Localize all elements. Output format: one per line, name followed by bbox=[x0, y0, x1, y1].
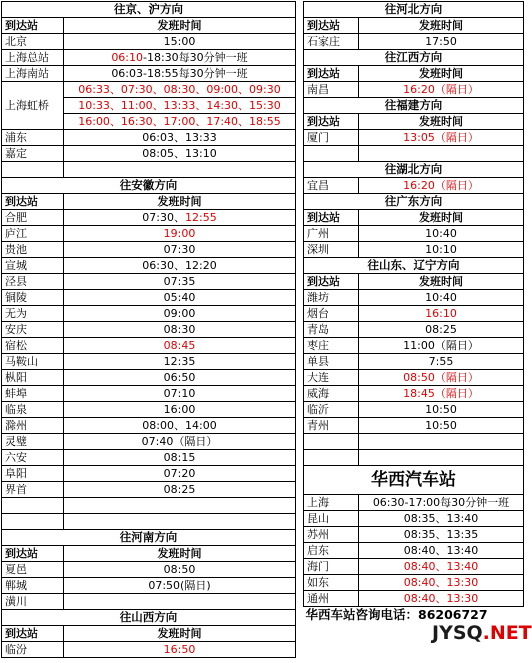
header-station: 到达站 bbox=[2, 18, 64, 34]
table-row bbox=[304, 543, 524, 559]
station-name: 宜昌 bbox=[304, 178, 359, 194]
station-name: 临沂 bbox=[304, 402, 359, 418]
station-name: 六安 bbox=[2, 450, 64, 466]
section-row bbox=[304, 194, 524, 210]
table-row bbox=[304, 178, 524, 194]
station-name: 临泉 bbox=[2, 402, 64, 418]
left-timetable bbox=[1, 1, 296, 658]
time-segment: 10:50 bbox=[425, 403, 457, 416]
station-name: 泾县 bbox=[2, 274, 64, 290]
departure-times bbox=[64, 210, 296, 226]
table-row bbox=[2, 242, 296, 258]
header-station: 到达站 bbox=[2, 546, 64, 562]
table-row bbox=[2, 130, 296, 146]
time-segment: 10:40 bbox=[425, 291, 457, 304]
time-segment: 10:10 bbox=[425, 243, 457, 256]
table-row bbox=[304, 130, 524, 146]
header-time: 发班时间 bbox=[359, 66, 524, 82]
departure-times bbox=[64, 322, 296, 338]
header-row bbox=[2, 626, 296, 642]
blank-cell bbox=[359, 434, 524, 450]
departure-times bbox=[64, 418, 296, 434]
right-timetable bbox=[303, 1, 524, 622]
table-row bbox=[304, 527, 524, 543]
time-segment: 13:05（隔日） bbox=[403, 131, 479, 144]
time-segment: 18:45（隔日） bbox=[403, 387, 479, 400]
departure-times: 16:00、16:30、17:00、17:40、18:55 bbox=[64, 114, 296, 130]
departure-times bbox=[64, 594, 296, 610]
blank-row bbox=[304, 146, 524, 162]
header-row bbox=[304, 274, 524, 290]
departure-times bbox=[359, 130, 524, 146]
table-row bbox=[2, 594, 296, 610]
table-row bbox=[2, 434, 296, 450]
departure-times bbox=[64, 578, 296, 594]
station-name: 烟台 bbox=[304, 306, 359, 322]
header-row bbox=[304, 210, 524, 226]
station-name: 上海南站 bbox=[2, 66, 64, 82]
departure-times bbox=[359, 591, 524, 607]
time-segment: 16:00 bbox=[163, 403, 196, 416]
phone-row bbox=[304, 607, 524, 623]
table-row bbox=[304, 559, 524, 575]
departure-times bbox=[64, 450, 296, 466]
table-row bbox=[304, 495, 524, 511]
blank-cell bbox=[304, 434, 359, 450]
huaxi-title-row bbox=[304, 466, 524, 495]
departure-times bbox=[64, 338, 296, 354]
table-row bbox=[2, 82, 296, 98]
time-segment: 07:35 bbox=[163, 275, 196, 288]
departure-times bbox=[64, 290, 296, 306]
station-name: 如东 bbox=[304, 575, 359, 591]
time-segment: 08:35、13:40 bbox=[403, 512, 479, 525]
time-segment: 07:10 bbox=[163, 387, 196, 400]
time-segment: 08:25 bbox=[425, 323, 457, 336]
departure-times: 06:33、07:30、08:30、09:00、09:30 bbox=[64, 82, 296, 98]
time-segment: 16:20（隔日） bbox=[403, 83, 479, 96]
time-segment: 08:40、13:40 bbox=[403, 560, 479, 573]
header-station: 到达站 bbox=[2, 194, 64, 210]
table-row bbox=[304, 322, 524, 338]
departure-times bbox=[359, 322, 524, 338]
station-name: 大连 bbox=[304, 370, 359, 386]
station-name: 青州 bbox=[304, 418, 359, 434]
departure-times bbox=[359, 386, 524, 402]
section-row bbox=[304, 162, 524, 178]
table-row bbox=[2, 578, 296, 594]
time-segment: 07:30 bbox=[163, 243, 196, 256]
table-row bbox=[2, 562, 296, 578]
header-station: 到达站 bbox=[304, 66, 359, 82]
departure-times bbox=[64, 66, 296, 82]
time-segment: 06:30、12:20 bbox=[142, 259, 217, 272]
table-row bbox=[2, 354, 296, 370]
time-segment: 06:50 bbox=[163, 371, 196, 384]
departure-times bbox=[359, 543, 524, 559]
departure-times bbox=[64, 386, 296, 402]
table-row bbox=[2, 306, 296, 322]
time-segment: 10:50 bbox=[425, 419, 457, 432]
station-name: 苏州 bbox=[304, 527, 359, 543]
header-time: 发班时间 bbox=[359, 18, 524, 34]
departure-times bbox=[359, 242, 524, 258]
station-name: 石家庄 bbox=[304, 34, 359, 50]
time-segment: 06:03、13:33 bbox=[142, 131, 217, 144]
departure-times bbox=[359, 290, 524, 306]
departure-times bbox=[64, 130, 296, 146]
station-name: 北京 bbox=[2, 34, 64, 50]
section-title: 往安徽方向 bbox=[2, 178, 296, 194]
station-name: 单县 bbox=[304, 354, 359, 370]
table-row bbox=[2, 642, 296, 658]
station-name: 深圳 bbox=[304, 242, 359, 258]
time-segment: 7:55 bbox=[428, 355, 454, 368]
time-segment: -18:30每30分钟一班 bbox=[143, 51, 248, 64]
header-row bbox=[2, 194, 296, 210]
station-name: 厦门 bbox=[304, 130, 359, 146]
table-row bbox=[304, 418, 524, 434]
time-segment: 08:30 bbox=[163, 323, 196, 336]
time-segment: 07:50(隔日) bbox=[148, 579, 211, 592]
station-name: 广州 bbox=[304, 226, 359, 242]
time-segment: 08:00、14:00 bbox=[142, 419, 217, 432]
section-row bbox=[304, 2, 524, 18]
station-name: 宿松 bbox=[2, 338, 64, 354]
table-row bbox=[304, 290, 524, 306]
section-row bbox=[304, 50, 524, 66]
departure-times bbox=[64, 562, 296, 578]
departure-times bbox=[64, 354, 296, 370]
time-segment: 10:40 bbox=[425, 227, 457, 240]
departure-times bbox=[64, 466, 296, 482]
time-segment: 07:20 bbox=[163, 467, 196, 480]
blank-row bbox=[304, 450, 524, 466]
header-row bbox=[304, 66, 524, 82]
departure-times bbox=[64, 434, 296, 450]
departure-times bbox=[359, 82, 524, 98]
station-name: 威海 bbox=[304, 386, 359, 402]
time-segment: 08:40、13:30 bbox=[403, 592, 479, 605]
station-name: 潍坊 bbox=[304, 290, 359, 306]
header-time: 发班时间 bbox=[64, 194, 296, 210]
table-row bbox=[2, 466, 296, 482]
time-segment: 16:10 bbox=[425, 307, 457, 320]
station-name: 合肥 bbox=[2, 210, 64, 226]
departure-times bbox=[359, 178, 524, 194]
watermark-suffix: NET bbox=[489, 622, 532, 644]
header-time: 发班时间 bbox=[64, 546, 296, 562]
header-row bbox=[304, 18, 524, 34]
time-segment: 16:20（隔日） bbox=[403, 179, 479, 192]
station-name: 上海 bbox=[304, 495, 359, 511]
time-segment: 08:40、13:30 bbox=[403, 576, 479, 589]
time-segment: 12:35 bbox=[163, 355, 196, 368]
station-name: 阜阳 bbox=[2, 466, 64, 482]
station-name: 海门 bbox=[304, 559, 359, 575]
station-name: 浦东 bbox=[2, 130, 64, 146]
table-row bbox=[304, 242, 524, 258]
station-name: 庐江 bbox=[2, 226, 64, 242]
table-row bbox=[2, 482, 296, 498]
table-row bbox=[304, 370, 524, 386]
table-row bbox=[2, 450, 296, 466]
station-name: 上海虹桥 bbox=[2, 82, 64, 130]
section-title: 往山东、辽宁方向 bbox=[304, 258, 524, 274]
section-row bbox=[2, 530, 296, 546]
station-name: 潢川 bbox=[2, 594, 64, 610]
time-segment: 09:00 bbox=[163, 307, 196, 320]
site-watermark-logo bbox=[432, 622, 532, 658]
time-segment: 05:40 bbox=[163, 291, 196, 304]
station-name: 滁州 bbox=[2, 418, 64, 434]
station-name: 南昌 bbox=[304, 82, 359, 98]
section-title: 往河南方向 bbox=[2, 530, 296, 546]
section-row bbox=[304, 258, 524, 274]
blank-row bbox=[2, 514, 296, 530]
header-station: 到达站 bbox=[2, 626, 64, 642]
section-title: 往湖北方向 bbox=[304, 162, 524, 178]
header-station: 到达站 bbox=[304, 114, 359, 130]
header-row bbox=[2, 18, 296, 34]
time-segment: 07:40（隔日） bbox=[141, 435, 218, 448]
table-row bbox=[2, 274, 296, 290]
watermark-dot: . bbox=[482, 622, 490, 644]
blank-row bbox=[304, 434, 524, 450]
departure-times bbox=[64, 50, 296, 66]
blank-cell bbox=[2, 162, 64, 178]
section-title: 往京、沪方向 bbox=[2, 2, 296, 18]
station-name: 通州 bbox=[304, 591, 359, 607]
departure-times bbox=[64, 242, 296, 258]
departure-times bbox=[64, 370, 296, 386]
blank-cell bbox=[304, 146, 359, 162]
table-row bbox=[304, 82, 524, 98]
departure-times bbox=[359, 338, 524, 354]
table-row bbox=[2, 226, 296, 242]
section-title: 往山西方向 bbox=[2, 610, 296, 626]
blank-cell bbox=[64, 498, 296, 514]
station-name: 宣城 bbox=[2, 258, 64, 274]
time-segment: 08:45 bbox=[163, 339, 196, 352]
station-name: 界首 bbox=[2, 482, 64, 498]
section-title: 往河北方向 bbox=[304, 2, 524, 18]
departure-times bbox=[64, 642, 296, 658]
time-segment: 08:40、13:40 bbox=[403, 544, 479, 557]
header-station: 到达站 bbox=[304, 18, 359, 34]
table-row bbox=[2, 418, 296, 434]
time-segment: 08:50 bbox=[163, 563, 196, 576]
station-name: 安庆 bbox=[2, 322, 64, 338]
blank-cell bbox=[64, 514, 296, 530]
table-row bbox=[2, 146, 296, 162]
table-row bbox=[304, 226, 524, 242]
table-row bbox=[304, 575, 524, 591]
huaxi-station-title: 华西汽车站 bbox=[304, 466, 524, 495]
departure-times bbox=[359, 306, 524, 322]
table-row bbox=[304, 306, 524, 322]
departure-times bbox=[359, 511, 524, 527]
time-segment: 19:00 bbox=[163, 227, 196, 240]
departure-times bbox=[64, 226, 296, 242]
table-row bbox=[2, 290, 296, 306]
station-name: 启东 bbox=[304, 543, 359, 559]
table-row bbox=[304, 338, 524, 354]
table-row bbox=[2, 34, 296, 50]
blank-cell bbox=[359, 146, 524, 162]
table-row bbox=[304, 402, 524, 418]
blank-cell bbox=[2, 514, 64, 530]
station-name: 临汾 bbox=[2, 642, 64, 658]
table-row bbox=[304, 511, 524, 527]
time-segment: 08:50（隔日） bbox=[403, 371, 479, 384]
time-segment: 17:50 bbox=[425, 35, 457, 48]
station-name: 贵池 bbox=[2, 242, 64, 258]
station-name: 嘉定 bbox=[2, 146, 64, 162]
station-name: 郸城 bbox=[2, 578, 64, 594]
table-row bbox=[2, 370, 296, 386]
table-row bbox=[2, 210, 296, 226]
time-segment: 06:30-17:00每30分钟一班 bbox=[372, 496, 510, 509]
table-row bbox=[2, 258, 296, 274]
section-row bbox=[304, 98, 524, 114]
departure-times bbox=[359, 354, 524, 370]
section-title: 往福建方向 bbox=[304, 98, 524, 114]
time-segment: 12:55 bbox=[185, 211, 217, 224]
station-name: 蚌埠 bbox=[2, 386, 64, 402]
section-title: 往江西方向 bbox=[304, 50, 524, 66]
table-row bbox=[304, 591, 524, 607]
table-row bbox=[2, 322, 296, 338]
table-row bbox=[2, 50, 296, 66]
table-row bbox=[304, 386, 524, 402]
departure-times bbox=[64, 258, 296, 274]
station-name: 铜陵 bbox=[2, 290, 64, 306]
table-row bbox=[2, 338, 296, 354]
departure-times bbox=[64, 274, 296, 290]
time-segment: 15:00 bbox=[163, 35, 196, 48]
timetable-sheet bbox=[1, 1, 522, 661]
header-time: 发班时间 bbox=[359, 210, 524, 226]
station-name: 上海总站 bbox=[2, 50, 64, 66]
station-name: 夏邑 bbox=[2, 562, 64, 578]
departure-times bbox=[64, 402, 296, 418]
blank-cell bbox=[359, 450, 524, 466]
station-name: 青岛 bbox=[304, 322, 359, 338]
departure-times bbox=[64, 482, 296, 498]
table-row bbox=[304, 34, 524, 50]
header-row bbox=[2, 546, 296, 562]
departure-times bbox=[64, 306, 296, 322]
header-time: 发班时间 bbox=[64, 18, 296, 34]
time-segment: 08:35、13:35 bbox=[403, 528, 479, 541]
departure-times: 10:33、11:00、13:33、14:30、15:30 bbox=[64, 98, 296, 114]
station-name: 昆山 bbox=[304, 511, 359, 527]
time-segment: 16:50 bbox=[163, 643, 196, 656]
header-station: 到达站 bbox=[304, 210, 359, 226]
time-segment: 08:05、13:10 bbox=[142, 147, 217, 160]
time-segment: 06:10 bbox=[111, 51, 144, 64]
header-time: 发班时间 bbox=[359, 114, 524, 130]
time-segment: 06:03-18:55每30分钟一班 bbox=[111, 67, 248, 80]
blank-row bbox=[2, 498, 296, 514]
departure-times bbox=[64, 34, 296, 50]
station-name: 枣庄 bbox=[304, 338, 359, 354]
header-row bbox=[304, 114, 524, 130]
table-row bbox=[304, 354, 524, 370]
departure-times bbox=[359, 34, 524, 50]
consult-phone: 华西车站咨询电话：86206727 bbox=[305, 607, 488, 622]
station-name: 枞阳 bbox=[2, 370, 64, 386]
section-row bbox=[2, 2, 296, 18]
departure-times bbox=[359, 495, 524, 511]
table-row bbox=[2, 402, 296, 418]
time-segment: 11:00（隔日） bbox=[403, 339, 479, 352]
departure-times bbox=[359, 402, 524, 418]
header-time: 发班时间 bbox=[359, 274, 524, 290]
blank-cell bbox=[64, 162, 296, 178]
time-segment: 08:25 bbox=[163, 483, 196, 496]
departure-times bbox=[359, 559, 524, 575]
header-time: 发班时间 bbox=[64, 626, 296, 642]
blank-row bbox=[2, 162, 296, 178]
station-name: 马鞍山 bbox=[2, 354, 64, 370]
departure-times bbox=[359, 575, 524, 591]
section-row bbox=[2, 178, 296, 194]
time-segment: 07:30、 bbox=[142, 211, 185, 224]
watermark-prefix: JYSQ bbox=[432, 622, 483, 644]
table-row bbox=[2, 66, 296, 82]
departure-times bbox=[64, 146, 296, 162]
blank-cell bbox=[2, 498, 64, 514]
departure-times bbox=[359, 370, 524, 386]
blank-cell bbox=[304, 450, 359, 466]
station-name: 无为 bbox=[2, 306, 64, 322]
departure-times bbox=[359, 226, 524, 242]
departure-times bbox=[359, 418, 524, 434]
time-segment: 08:15 bbox=[163, 451, 196, 464]
table-row bbox=[2, 386, 296, 402]
section-row bbox=[2, 610, 296, 626]
departure-times bbox=[359, 527, 524, 543]
section-title: 往广东方向 bbox=[304, 194, 524, 210]
station-name: 灵璧 bbox=[2, 434, 64, 450]
header-station: 到达站 bbox=[304, 274, 359, 290]
